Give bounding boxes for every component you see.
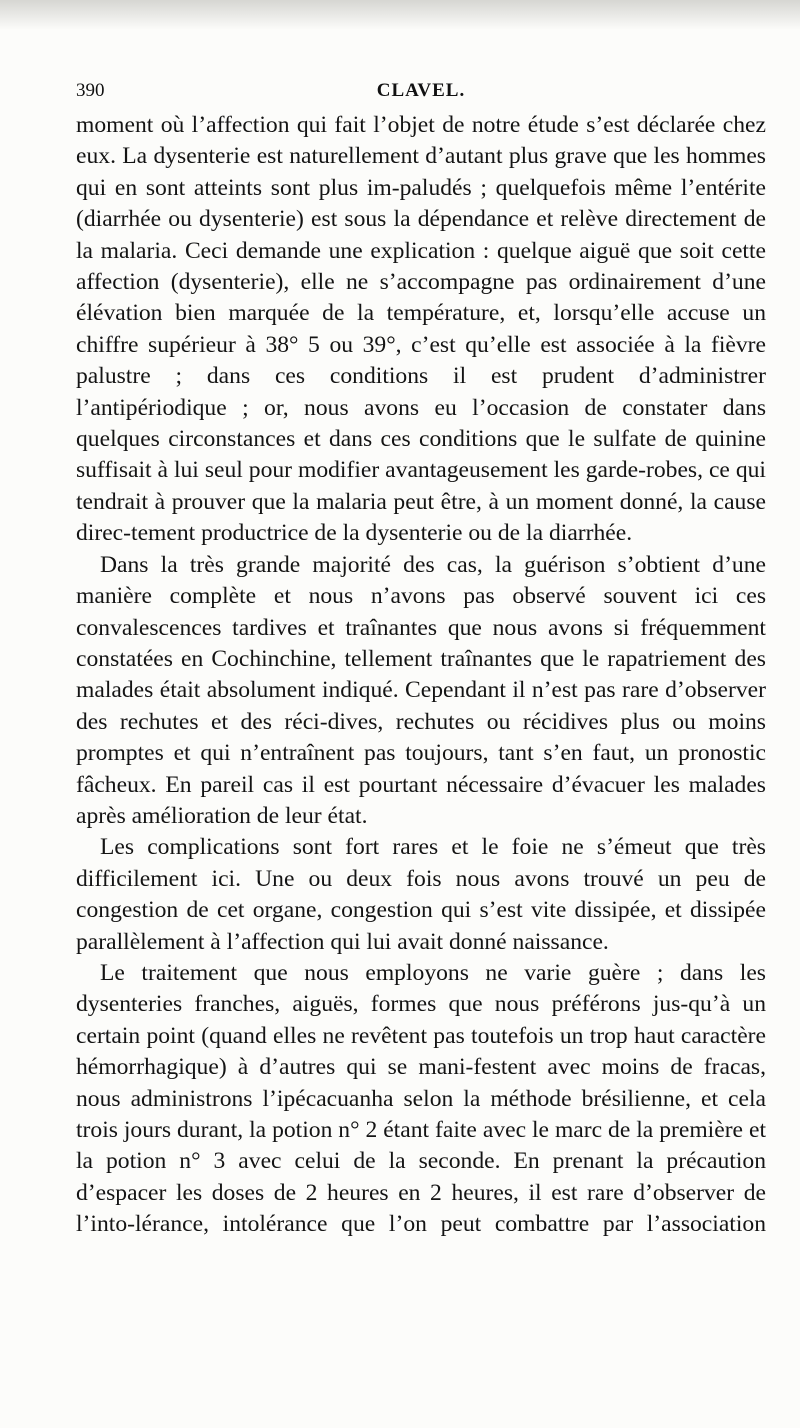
page-header [76, 80, 766, 108]
paragraph-4: Le traitement que nous employons ne varie guère ; dans les dysenteries franches, aiguës, formes que nous préférons jus-qu’à un certain point (quand elles ne revêtent pas toutefois un trop haut caractère hémorrhagique) à d’autres qui se mani-festent avec moins de fracas, nous administrons l’ipécacuanha selon la méthode brésilienne, et cela trois jours durant, la potion n° 2 étant faite avec le marc de la première et la potion n° 3 avec celui de la seconde. En prenant la précaution d’espacer les doses de 2 heures en 2 heures, il est rare d’observer de l’into-lérance, intolérance que l’on peut combattre par l’association [76, 959, 766, 1238]
running-head: CLAVEL. [376, 80, 466, 101]
body-text [76, 110, 766, 1241]
page-number: 390 [76, 80, 105, 101]
scan-edge-shadow [0, 0, 800, 30]
paragraph-1: moment où l’affection qui fait l’objet de notre étude s’est déclarée chez eux. La dysenterie est naturellement d’autant plus grave que les hommes qui en sont atteints sont plus im-paludés ; quelquefois même l’entérite (diarrhée ou dysenterie) est sous la dépendance et relève directement de la malaria. Ceci demande une explication : quelque aiguë que soit cette affection (dysenterie), elle ne s’accompagne pas ordinairement d’une élévation bien marquée de la température, et, lorsqu’elle accuse un chiffre supérieur à 38° 5 ou 39°, c’est qu’elle est associée à la fièvre palustre ; dans ces conditions il est prudent d’administrer l’antipériodique ; or, nous avons eu l’occasion de constater dans quelques circonstances et dans ces conditions que le sulfate de quinine suffisait à lui seul pour modifier avantageusement les garde-robes, ce qui tendrait à prouver que la malaria peut être, à un moment donné, la cause direc-tement productrice de la dysenterie ou de la diarrhée. [76, 112, 766, 547]
paragraph-3: Les complications sont fort rares et le foie ne s’émeut que très difficilement ici. Une ou deux fois nous avons trouvé un peu de congestion de cet organe, congestion qui s’est vite dissipée, et dissipée parallèlement à l’affection qui lui avait donné naissance. [76, 834, 766, 955]
paragraph-2: Dans la très grande majorité des cas, la guérison s’obtient d’une manière complète et nous n’avons pas observé souvent ici ces convalescences tardives et traînantes que nous avons si fréquemment constatées en Cochinchine, tellement traînantes que le rapatriement des malades était absolument indiqué. Cependant il n’est pas rare d’observer des rechutes et des réci-dives, rechutes ou récidives plus ou moins promptes et qui n’entraînent pas toujours, tant s’en faut, un pronostic fâcheux. En pareil cas il est pourtant nécessaire d’évacuer les malades après amélioration de leur état. [76, 551, 766, 829]
